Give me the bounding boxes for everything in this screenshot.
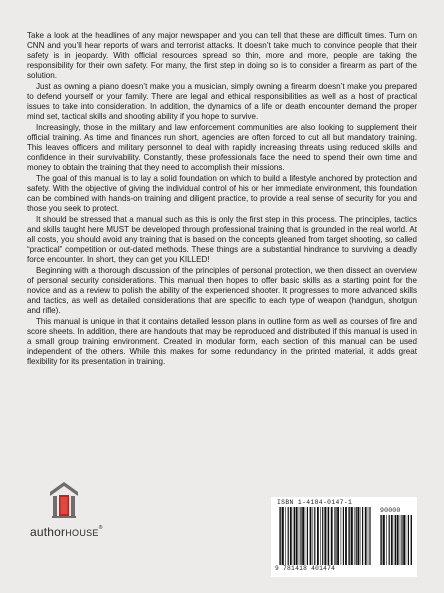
publisher-name (30, 525, 110, 539)
barcode-bar (369, 507, 370, 565)
barcode-bar (386, 515, 387, 565)
barcode-bar (300, 507, 301, 565)
barcode-bar (313, 507, 314, 565)
barcode-bar (280, 507, 281, 565)
barcode-bar (328, 507, 329, 565)
barcode-bar (343, 507, 344, 565)
barcode-bar (285, 507, 286, 565)
price-code: 90000 (380, 507, 401, 514)
barcode-bar (282, 507, 284, 565)
isbn-barcode (271, 497, 417, 577)
barcode-bar (299, 507, 300, 565)
barcode-bar (302, 507, 304, 565)
barcode-bar (310, 507, 312, 565)
trademark-mark: ® (98, 525, 103, 531)
barcode-bar (362, 507, 363, 565)
house-book-icon (48, 480, 80, 520)
paragraph-5: It should be stressed that a manual such as this is only the first step in this process. The principles, tactics and skills taught here MUST be developed through professional training that is grounded in the real world. At all costs, you should avoid any training that is based on the concepts gleaned from target shooting, so called “practical” competition or out-dated methods. These things are a substantial hindrance to surviving a deadly force encounter. In short, they can get you KILLED! (27, 215, 417, 264)
barcode-bar (293, 507, 294, 565)
barcode-bar (391, 515, 393, 565)
barcode-bar (394, 515, 395, 565)
barcode-bar (395, 515, 396, 565)
publisher-name-part2: HOUSE (65, 528, 99, 538)
barcode-bar (324, 507, 326, 565)
barcode-bar (335, 507, 336, 565)
barcode-bar (381, 515, 382, 565)
barcode-bar (331, 507, 333, 565)
barcode-bar (400, 515, 401, 565)
barcode-bar (314, 507, 315, 565)
barcode-bar (356, 507, 357, 565)
barcode-bar (337, 507, 339, 565)
barcode-bar (380, 515, 381, 565)
barcode-bar (408, 515, 409, 565)
barcode-bar (383, 515, 385, 565)
barcode-bar (401, 515, 402, 565)
barcode-bar (307, 507, 308, 565)
barcode-bar (365, 507, 367, 565)
barcode-bar (345, 507, 347, 565)
publisher-logo (30, 480, 103, 552)
barcode-bar (294, 507, 295, 565)
paragraph-1: Take a look at the headlines of any major newspaper and you can tell that these are difficult times. Turn on CNN and you’ll hear reports of wars and terrorist attacks. It doesn’t take much to convince people that their safety is in jeopardy. With official resources spread so thin, more and more, people are taking the responsibility for their own safety. For many, the first step in doing so is to consider a firearm as part of the solution. (27, 31, 417, 80)
barcode-bar (279, 507, 280, 565)
ean-digits: 9 781418 401474 (275, 565, 336, 572)
barcode-bar (368, 507, 369, 565)
barcode-bar (322, 507, 323, 565)
barcode-bar (360, 507, 361, 565)
paragraph-3: Increasingly, those in the military and law enforcement communities are also looking to supplement their official training. As time and finances run short, agencies are often forced to cut all but mandatory training. This leaves officers and military personnel to deal with rapidly increasing threats using reduced skills and confidence in their survivability. Constantly, these professionals face the need to spend their own time and money to obtain the training that they need to accomplish their missions. (27, 123, 417, 172)
barcode-bar (349, 507, 350, 565)
barcode-bar (334, 507, 335, 565)
barcode-bar (411, 515, 412, 565)
cover-description (27, 31, 417, 368)
barcode-bar (403, 515, 405, 565)
publisher-name-part1: author (30, 525, 66, 539)
barcode-bar (357, 507, 359, 565)
barcode-bar (397, 515, 399, 565)
barcode-bar (389, 515, 390, 565)
barcode-bar (354, 507, 355, 565)
barcode-bar (406, 515, 407, 565)
paragraph-7: This manual is unique in that it contains detailed lesson plans in outline form as well as courses of fire and score sheets. In addition, there are handouts that may be reproduced and distributed if this manual is used in a small group training environment. Created in modular form, each section of this manual can be used independent of the others. While this makes for some redundancy in the printed material, it adds great flexibility for its presentation in training. (27, 317, 417, 366)
barcode-bar (290, 507, 292, 565)
barcode-bar (351, 507, 353, 565)
barcode-bar (320, 507, 321, 565)
barcode-bar (296, 507, 298, 565)
isbn-label: ISBN 1-4184-0147-1 (277, 499, 353, 506)
paragraph-6: Beginning with a thorough discussion of the principles of personal protection, we then dissect an overview of personal security considerations. This manual then hopes to offer basic skills as a starting point for the novice and as a review to polish the ability of the experienced shooter. It progresses to more advanced skills and tactics, as well as detailed considerations that are specific to each type of weapon (handgun, shotgun and rifle). (27, 266, 417, 315)
barcode-bar (305, 507, 306, 565)
barcode-bar (348, 507, 349, 565)
barcode-main-bars (279, 507, 371, 565)
paragraph-2: Just as owning a piano doesn’t make you a musician, simply owning a firearm doesn’t make you prepared to defend yourself or your family. There are legal and ethical responsibilities as well as a host of practical issues to take into consideration. In addition, the dynamics of a life or death encounter demand the proper mind set, tactical skills and shooting ability if you hope to survive. (27, 82, 417, 121)
paragraph-4: The goal of this manual is to lay a solid foundation on which to build a lifestyle anchored by protection and safety. With the objective of giving the individual control of his or her immediate environment, this foundation can be combined with hands-on training and diligent practice, to provide a real sense of security for you and those you seek to protect. (27, 174, 417, 213)
barcode-bar (288, 507, 289, 565)
barcode-bar (327, 507, 328, 565)
barcode-bar (317, 507, 319, 565)
barcode-bar (341, 507, 342, 565)
barcode-addon-bars (380, 515, 412, 565)
